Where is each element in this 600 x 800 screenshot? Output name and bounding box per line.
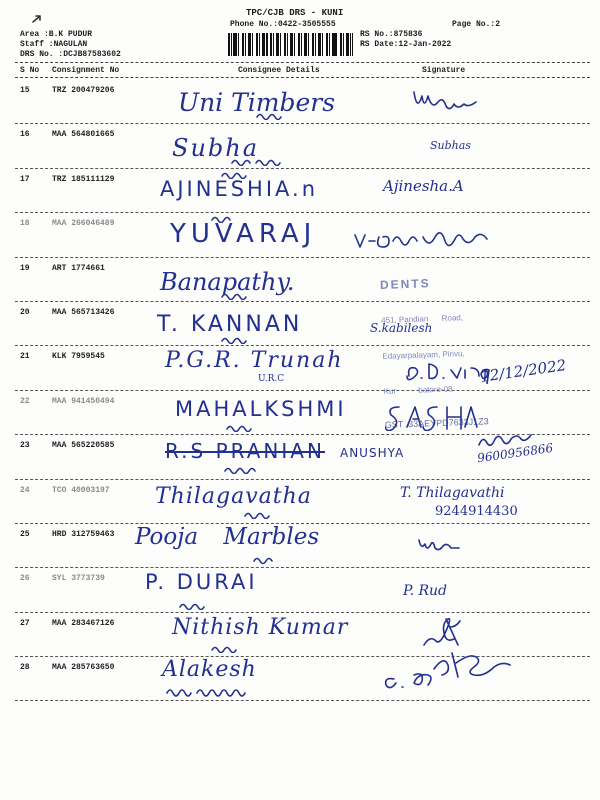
- consignee-name: Uni Timbers: [178, 88, 336, 117]
- tamil-annotation: [243, 511, 273, 519]
- signature-text: P. Rud: [403, 583, 448, 600]
- column-header-details: Consignee Details: [238, 66, 320, 75]
- column-header-signature: Signature: [422, 66, 466, 75]
- row-sno: 22: [20, 396, 30, 406]
- tamil-annotation: [220, 336, 250, 344]
- row-sno: 20: [20, 307, 30, 317]
- consignee-name: Nithish Kumar: [172, 614, 349, 640]
- stamp-line: Kur batore-08: [383, 384, 453, 396]
- consignee-name: Thilagavatha: [155, 483, 312, 509]
- consignee-name-struck: R.S PRANIAN: [165, 439, 325, 464]
- row-consignment-no: MAA 285763650: [52, 663, 115, 673]
- table-row: [15, 568, 590, 612]
- rs-number: RS No.:875836: [360, 30, 423, 39]
- consignee-name: Subha: [172, 134, 260, 163]
- signature-text: S.kabilesh: [370, 320, 433, 335]
- row-consignment-no: TRZ 200479206: [52, 86, 115, 95]
- scan-mark: [31, 14, 43, 24]
- consignee-name: Alakesh: [162, 657, 257, 683]
- table-row: [15, 124, 590, 168]
- row-consignment-no: TRZ 185111129: [52, 174, 115, 184]
- barcode: [228, 33, 353, 56]
- contact-phone: 9244914430: [435, 503, 518, 519]
- row-sno: 19: [20, 263, 30, 273]
- column-header-sno: S No: [20, 66, 40, 75]
- rs-date: RS Date:12-Jan-2022: [360, 40, 452, 49]
- table-row: [15, 480, 590, 524]
- row-consignment-no: MAA 565220585: [52, 441, 115, 451]
- signature-scribble: [417, 536, 461, 552]
- consignee-name: MAHALKSHMI: [175, 396, 347, 421]
- consignee-name: P.G.R. Trunah: [165, 348, 344, 374]
- row-sno: 18: [20, 219, 30, 229]
- row-sno: 17: [20, 174, 30, 184]
- tamil-annotation: [220, 171, 256, 179]
- signature-scribble: [410, 88, 480, 116]
- header-divider: [15, 62, 590, 63]
- row-consignment-no: KLK 7959545: [52, 352, 105, 362]
- tamil-annotation: [230, 158, 300, 166]
- column-header-divider: [15, 77, 590, 78]
- row-consignment-no: TCO 40003197: [52, 485, 110, 495]
- row-sno: 28: [20, 663, 30, 673]
- column-header-consignment: Consignment No: [52, 66, 120, 75]
- row-sno: 16: [20, 130, 30, 140]
- table-row: [15, 80, 590, 124]
- tamil-annotation: [210, 645, 244, 653]
- tamil-annotation: [220, 292, 250, 300]
- signature-scribble: [420, 615, 464, 649]
- tamil-annotation: [255, 112, 285, 120]
- signature-scribble: [353, 231, 513, 253]
- row-consignment-no: MAA 941450494: [52, 396, 115, 406]
- delivery-date: 12/12/2022: [479, 356, 568, 387]
- table-row: [15, 657, 590, 701]
- consignee-overwrite: ANUSHYA: [340, 446, 405, 461]
- consignee-name: AJINESHIA.n: [160, 176, 319, 201]
- row-sno: 24: [20, 485, 30, 495]
- consignee-name: T. KANNAN: [157, 311, 303, 337]
- tamil-annotation: [165, 687, 280, 697]
- contact-phone: 9600956866: [476, 440, 554, 466]
- row-consignment-no: HRD 312759463: [52, 529, 115, 539]
- consignee-name: P. DURAI: [145, 570, 258, 595]
- row-sno: 23: [20, 441, 30, 451]
- signature-text: Ajinesha.A: [383, 176, 464, 195]
- tamil-annotation: [225, 424, 255, 432]
- staff-label: Staff :NAGULAN: [20, 40, 88, 49]
- row-consignment-no: MAA 564801665: [52, 130, 115, 140]
- consignee-name: Pooja Marbles: [135, 523, 320, 550]
- row-consignment-no: MAA 266046489: [52, 219, 115, 229]
- drs-number: DRS No. :DCJB87583602: [20, 50, 121, 59]
- row-sno: 25: [20, 529, 30, 539]
- phone-number: Phone No.:0422-3505555: [230, 20, 336, 29]
- row-sno: 26: [20, 574, 30, 584]
- signature-text: Subhas: [430, 139, 471, 153]
- stamp-line: Edayarpalayam, Pirivu,: [382, 349, 465, 361]
- consignee-name: YUVARAJ: [170, 219, 317, 250]
- signature-text: T. Thilagavathi: [400, 484, 505, 501]
- tamil-annotation: [252, 556, 278, 564]
- table-row: [15, 524, 590, 568]
- stamp-line: DENTS: [379, 276, 431, 292]
- row-consignment-no: SYL 3773739: [52, 574, 105, 584]
- row-sno: 21: [20, 352, 30, 362]
- consignee-note: U.R.C: [258, 374, 285, 385]
- tamil-annotation: [223, 466, 263, 474]
- table-row: [15, 169, 590, 213]
- consignee-name: Banapathy.: [160, 267, 295, 296]
- row-sno: 15: [20, 86, 30, 95]
- stamp-line: GST 33AEYPD7633J1Z3: [384, 416, 489, 430]
- sheet-title: TPC/CJB DRS - KUNI: [246, 8, 344, 18]
- row-consignment-no: MAA 283467126: [52, 618, 115, 628]
- row-consignment-no: ART 1774661: [52, 263, 105, 273]
- row-sno: 27: [20, 618, 30, 628]
- tamil-annotation: [210, 215, 236, 223]
- stamp-line: 451, Pandian Road,: [381, 313, 464, 325]
- row-consignment-no: MAA 565713426: [52, 307, 115, 317]
- area-label: Area :B.K PUDUR: [20, 30, 93, 39]
- tamil-annotation: [178, 602, 208, 610]
- page-number: Page No.:2: [452, 20, 501, 29]
- signature-scribble: [380, 649, 520, 693]
